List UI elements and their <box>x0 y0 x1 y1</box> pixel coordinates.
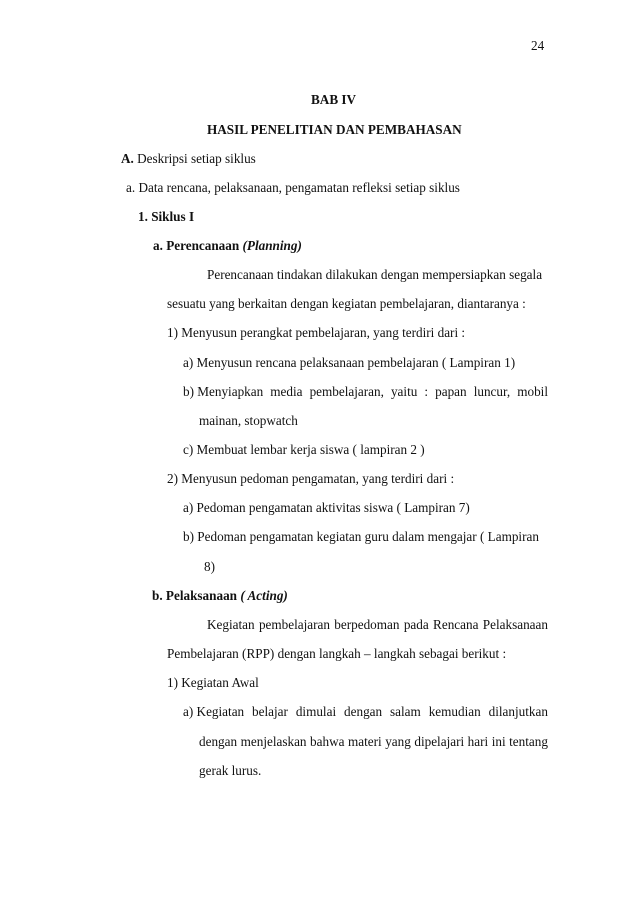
word: berpedoman <box>334 617 400 632</box>
word: Rencana <box>433 617 479 632</box>
siklus-heading: 1. Siklus I <box>138 209 195 224</box>
word: mobil <box>517 384 548 399</box>
chapter-title: HASIL PENELITIAN DAN PEMBAHASAN <box>207 122 462 137</box>
planning-item-1c: c) Membuat lembar kerja siswa ( lampiran 2 ) <box>183 442 425 457</box>
word: dengan <box>344 704 383 719</box>
planning-heading <box>153 238 302 254</box>
acting-item-1a-line3: gerak lurus. <box>199 763 262 778</box>
word: a) Kegiatan <box>183 704 245 719</box>
planning-item-1: 1) Menyusun perangkat pembelajaran, yang terdiri dari : <box>167 325 466 340</box>
planning-paragraph-line1: Perencanaan tindakan dilakukan dengan mempersiapkan segala <box>207 267 543 282</box>
word: salam <box>390 704 421 719</box>
planning-item-1b-continued: mainan, stopwatch <box>199 413 298 428</box>
word: Pelaksanaan <box>482 617 548 632</box>
word: pada <box>403 617 429 632</box>
word: yang <box>385 734 411 749</box>
acting-item-1: 1) Kegiatan Awal <box>167 675 259 690</box>
planning-label-en: (Planning) <box>242 238 302 253</box>
word: yaitu <box>390 384 418 399</box>
word: dilanjutkan <box>488 704 548 719</box>
acting-paragraph-line2: Pembelajaran (RPP) dengan langkah – langkah sebagai berikut : <box>167 646 507 661</box>
word: : <box>424 384 429 399</box>
acting-label-en: ( Acting) <box>240 588 288 603</box>
word: materi <box>347 734 382 749</box>
word: pembelajaran, <box>309 384 384 399</box>
acting-heading <box>152 588 288 604</box>
word: dipelajari <box>414 734 465 749</box>
word: pembelajaran <box>258 617 330 632</box>
word: kemudian <box>428 704 481 719</box>
planning-paragraph-line2: sesuatu yang berkaitan dengan kegiatan pembelajaran, diantaranya : <box>167 296 526 311</box>
word: media <box>270 384 303 399</box>
word: Kegiatan <box>207 617 255 632</box>
planning-item-2: 2) Menyusun pedoman pengamatan, yang terdiri dari : <box>167 471 455 486</box>
word: belajar <box>252 704 288 719</box>
acting-item-1a-line1 <box>183 704 548 720</box>
word: b) Menyiapkan <box>183 384 264 399</box>
planning-item-1b <box>183 384 548 400</box>
word: dimulai <box>295 704 337 719</box>
planning-item-2b-continued: 8) <box>204 559 215 574</box>
acting-label: b. Pelaksanaan <box>152 588 241 603</box>
word: dengan <box>199 734 238 749</box>
acting-item-1a-line2 <box>199 734 548 750</box>
word: hari <box>467 734 489 749</box>
planning-item-2a: a) Pedoman pengamatan aktivitas siswa ( Lampiran 7) <box>183 500 470 515</box>
section-a-title: Deskripsi setiap siklus <box>137 151 256 166</box>
subsection-a-heading: a. Data rencana, pelaksanaan, pengamatan refleksi setiap siklus <box>126 180 460 195</box>
word: menjelaskan <box>240 734 307 749</box>
acting-paragraph-line1 <box>207 617 548 633</box>
page-number: 24 <box>531 38 545 53</box>
planning-item-1a: a) Menyusun rencana pelaksanaan pembelajaran ( Lampiran 1) <box>183 355 516 370</box>
word: papan <box>435 384 467 399</box>
word: tentang <box>509 734 548 749</box>
word: ini <box>491 734 506 749</box>
planning-item-2b: b) Pedoman pengamatan kegiatan guru dalam mengajar ( Lampiran <box>183 529 539 544</box>
word: bahwa <box>310 734 345 749</box>
section-a-letter: A. <box>121 151 134 166</box>
word: luncur, <box>473 384 511 399</box>
chapter-heading: BAB IV <box>311 92 357 107</box>
section-a-heading <box>121 151 256 167</box>
planning-label: a. Perencanaan <box>153 238 243 253</box>
